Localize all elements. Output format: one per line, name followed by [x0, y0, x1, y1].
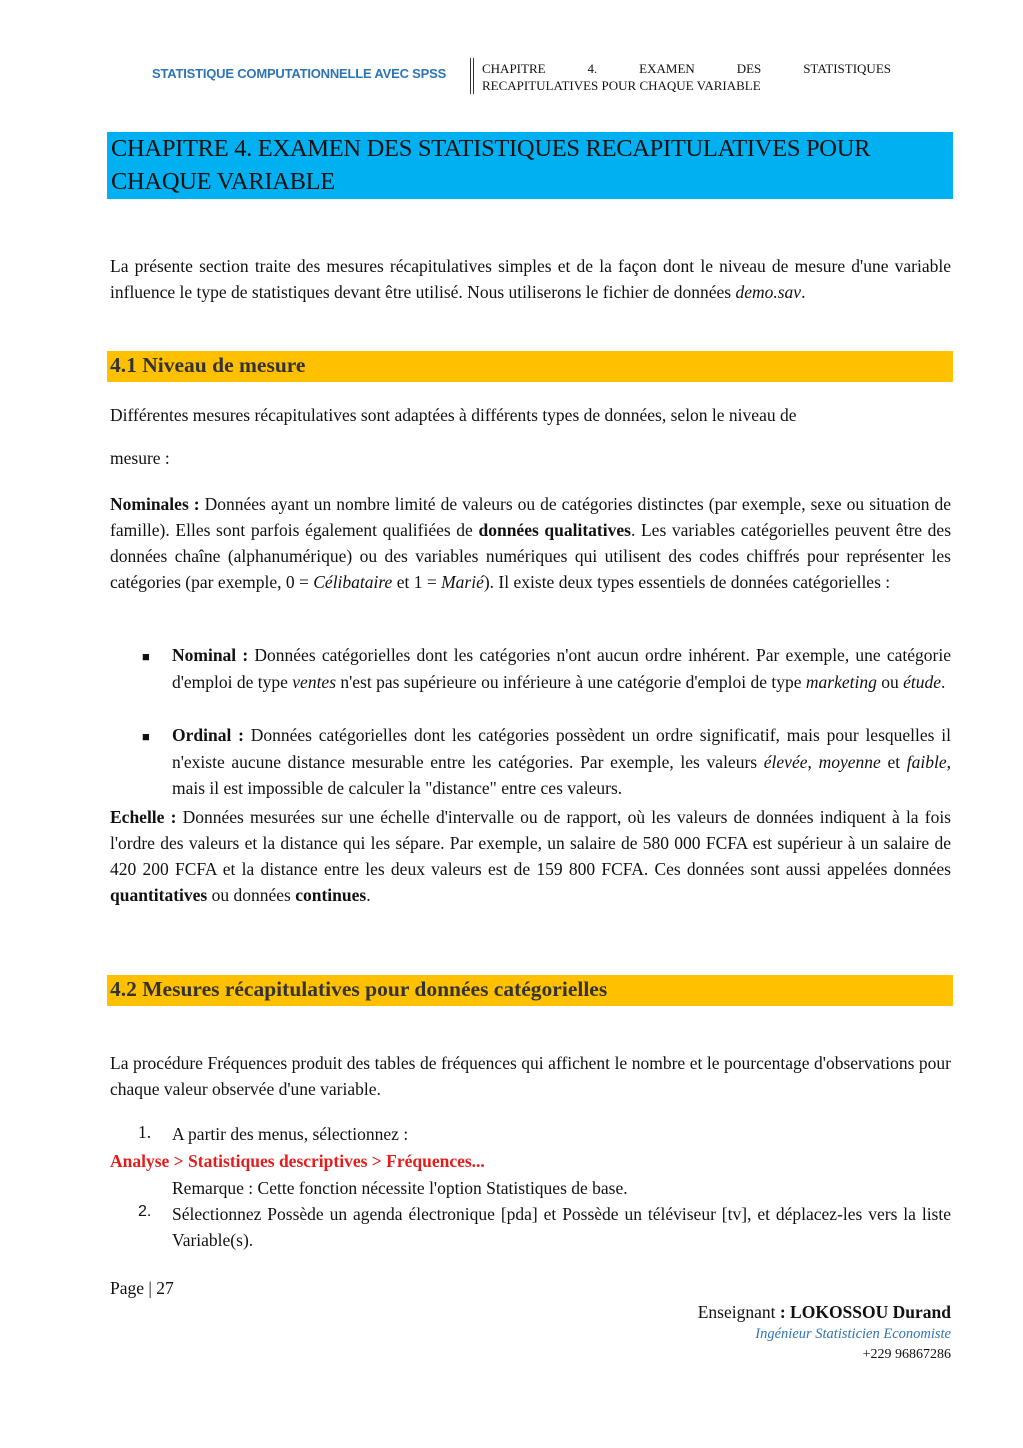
- header-course-title: STATISTIQUE COMPUTATIONNELLE AVEC SPSS: [152, 66, 447, 81]
- intro-file-name: demo.sav: [735, 282, 802, 302]
- ordinal-text-3: et: [880, 751, 907, 772]
- nominal-text-2: n'est pas supérieure ou inférieure à une catégorie d'emploi de type: [336, 671, 806, 692]
- nominales-label: Nominales :: [110, 494, 200, 514]
- ordinal-text-2: ,: [807, 751, 819, 772]
- echelle-text-3: .: [366, 885, 371, 905]
- teacher-phone: +229 96867286: [862, 1347, 951, 1362]
- bullet-nominal: [172, 642, 951, 695]
- nominal-text-3: ou: [876, 671, 904, 692]
- header-chapter-line2: RECAPITULATIVES POUR CHAQUE VARIABLE: [482, 78, 761, 93]
- menu-path: Analyse > Statistiques descriptives > Fréquences...: [110, 1151, 485, 1171]
- teacher-title: Ingénieur Statisticien Economiste: [755, 1326, 951, 1342]
- nominal-text-1: Données catégorielles dont les catégories n'ont aucun ordre inhérent. Par exemple, une catégorie d'emploi de type: [172, 645, 951, 692]
- section-4-2-intro: La procédure Fréquences produit des tables de fréquences qui affichent le nombre et le pourcentage d'observations pour chaque valeur observée d'une variable.: [110, 1053, 951, 1099]
- nominales-text-3: et 1 =: [392, 572, 442, 592]
- teacher-name: : LOKOSSOU Durand: [779, 1302, 951, 1322]
- nominal-italic-3: étude: [903, 671, 942, 692]
- nominales-text-1: Données ayant un nombre limité de valeurs ou de catégories distinctes (par exemple, sexe ou situation de famille). Elles sont parfois également qualifiées de: [110, 494, 952, 540]
- nominales-bold-1: données qualitatives: [478, 520, 631, 540]
- header-chapter-line1: CHAPITRE 4. EXAMEN DES STATISTIQUES: [482, 61, 891, 76]
- nominal-italic-2: marketing: [805, 671, 877, 692]
- nominal-italic-1: ventes: [292, 671, 337, 692]
- step-1-text: A partir des menus, sélectionnez :: [172, 1124, 409, 1144]
- nominales-italic-1: Célibataire: [313, 572, 393, 592]
- step-2-number: 2.: [138, 1203, 152, 1220]
- section-4-1-intro-line1: Différentes mesures récapitulatives sont adaptées à différents types de données, selon le niveau de: [110, 405, 797, 425]
- header-divider: [470, 58, 474, 94]
- ordinal-italic-2: moyenne: [818, 751, 881, 772]
- step-2-text: Sélectionnez Possède un agenda électronique [pda] et Possède un téléviseur [tv], et déplacez-les vers la liste Variable(s).: [172, 1204, 951, 1250]
- nominales-paragraph: [110, 491, 951, 595]
- section-4-1-title: 4.1 Niveau de mesure: [107, 351, 953, 382]
- echelle-bold-1: quantitatives: [110, 885, 208, 905]
- echelle-paragraph: [110, 804, 951, 908]
- intro-text: La présente section traite des mesures récapitulatives simples et de la façon dont le niveau de mesure d'une variable influence le type de statistiques devant être utilisé. Nous utiliserons le fichier de données: [110, 256, 951, 302]
- intro-paragraph: [110, 253, 951, 305]
- echelle-text-1: Données mesurées sur une échelle d'intervalle ou de rapport, où les valeurs de données indiquent à la fois l'ordre des valeurs et la distance qui les sépare. Par exemple, un salaire de 580 000 FCFA est supérieur à un salaire de 420 200 FCFA et la distance entre les deux valeurs est de 159 800 FCFA. Ces données sont aussi appelées données: [110, 807, 951, 879]
- bullet-square-icon: ■: [142, 649, 150, 664]
- remark-text: Remarque : Cette fonction nécessite l'option Statistiques de base.: [172, 1178, 628, 1198]
- bullet-ordinal: [172, 722, 951, 802]
- page-number: Page | 27: [110, 1278, 174, 1298]
- nominales-text-4: ). Il existe deux types essentiels de données catégorielles :: [483, 572, 891, 592]
- ordinal-text-4: , mais il est impossible de calculer la "distance" entre ces valeurs.: [172, 751, 952, 798]
- section-4-1-intro-line2: mesure :: [110, 448, 170, 468]
- nominal-label: Nominal :: [172, 645, 249, 665]
- ordinal-text-1: Données catégorielles dont les catégories possèdent un ordre significatif, mais pour lesquelles il n'existe aucune distance mesurable entre les catégories. Par exemple, les valeurs: [172, 725, 951, 772]
- header-chapter-title: [482, 60, 891, 94]
- ordinal-italic-1: élevée: [763, 751, 808, 772]
- footer-teacher-block: [698, 1300, 951, 1366]
- ordinal-label: Ordinal :: [172, 725, 244, 745]
- section-4-2-title: 4.2 Mesures récapitulatives pour données catégorielles: [107, 975, 953, 1006]
- step-1-number: 1.: [138, 1122, 152, 1142]
- teacher-line: [698, 1300, 951, 1324]
- nominales-text-2: . Les variables catégorielles peuvent être des données chaîne (alphanumérique) ou des variables numériques qui utilisent des codes chiffrés pour représenter les catégories (par exemple, 0 =: [110, 520, 952, 592]
- ordinal-italic-3: faible: [906, 751, 947, 772]
- teacher-label: Enseignant: [697, 1302, 780, 1322]
- echelle-text-2: ou données: [207, 885, 296, 905]
- nominales-italic-2: Marié: [441, 572, 484, 592]
- chapter-title: CHAPITRE 4. EXAMEN DES STATISTIQUES RECAPITULATIVES POUR CHAQUE VARIABLE: [107, 132, 953, 199]
- echelle-label: Echelle :: [110, 807, 177, 827]
- echelle-bold-2: continues: [295, 885, 367, 905]
- bullet-square-icon: ■: [142, 729, 150, 744]
- nominal-text-4: .: [941, 671, 946, 692]
- intro-end: .: [801, 282, 806, 302]
